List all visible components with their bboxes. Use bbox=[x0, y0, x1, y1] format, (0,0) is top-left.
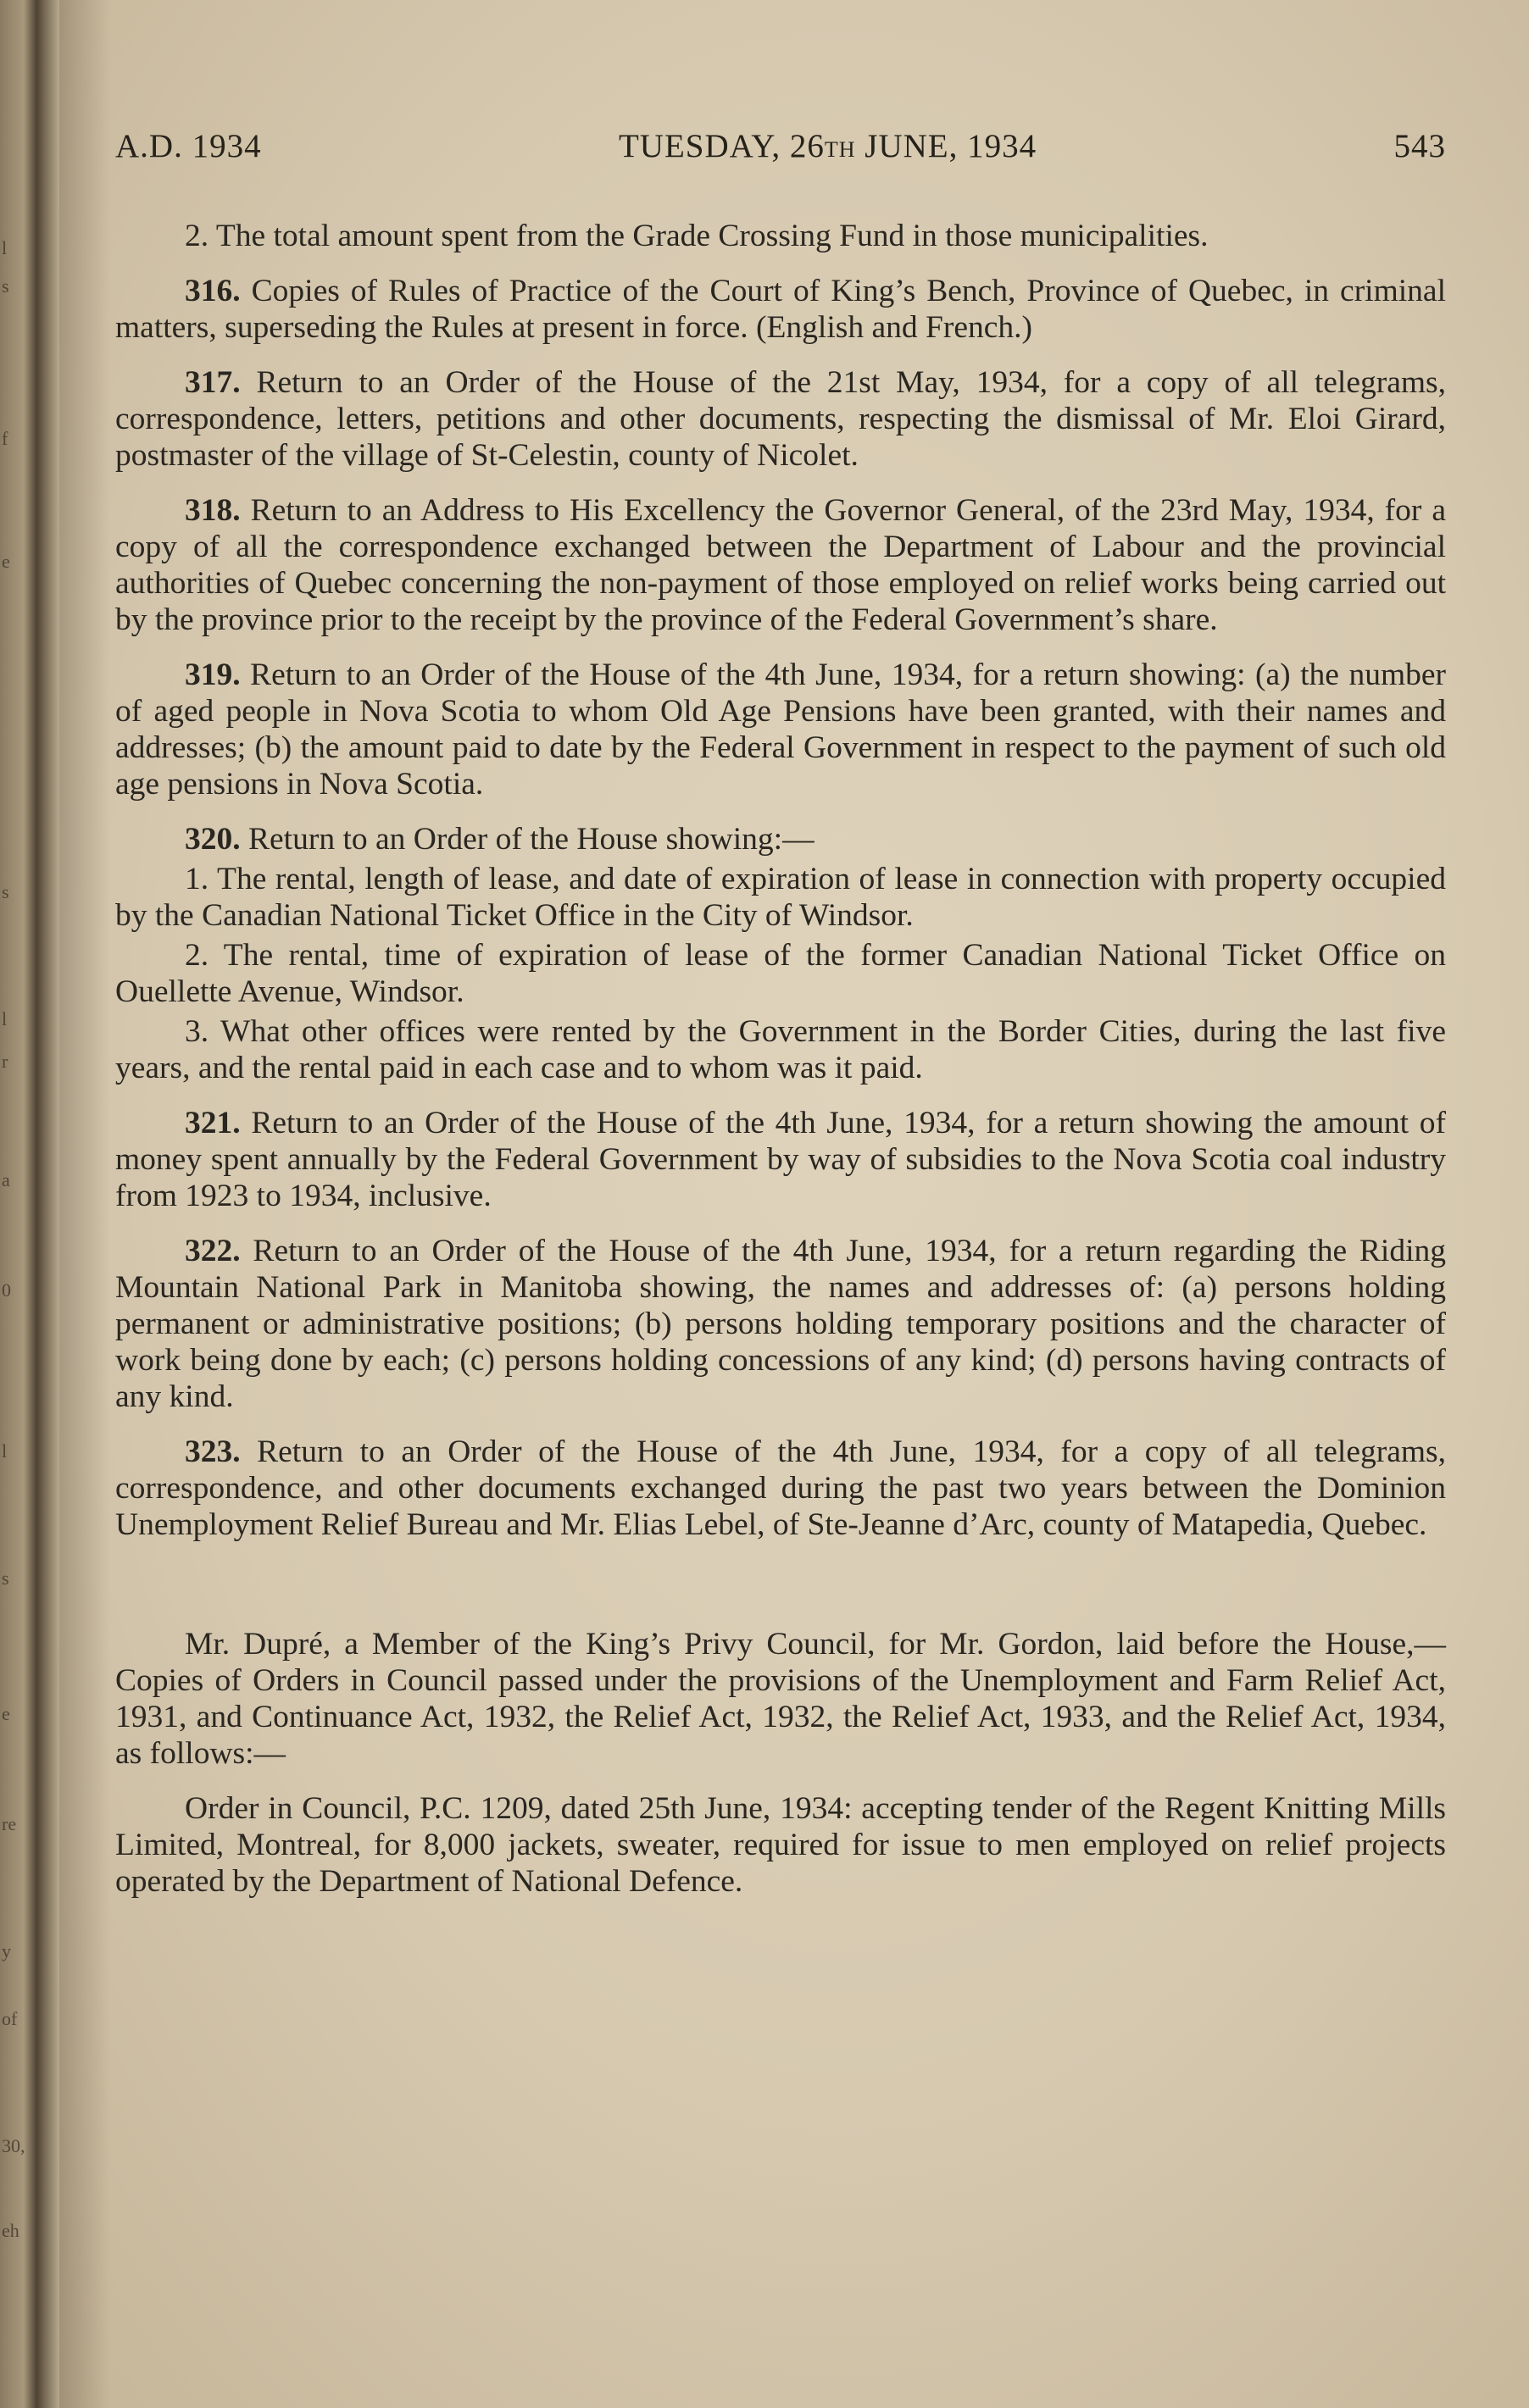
margin-fragment: f bbox=[2, 428, 8, 449]
margin-fragment: l bbox=[2, 1440, 8, 1462]
paragraph: 322. Return to an Order of the House of the 4th June, 1934, for a return regarding the Riding Mountain National Park in Manitoba showing, the names and addresses of: (a) persons holding permanent or administrative positions; (b) persons holding temporary positions and the character of work being done by each; (c) persons holding concessions of any kind; (d) persons having contracts of any kind. bbox=[115, 1234, 1446, 1414]
running-header bbox=[115, 127, 1446, 165]
margin-fragment: s bbox=[2, 1567, 9, 1589]
paragraph: 316. Copies of Rules of Practice of the Court of King’s Bench, Province of Quebec, in criminal matters, superseding the Rules at present in force. (English and French.) bbox=[115, 274, 1446, 345]
paragraph: 3. What other offices were rented by the Government in the Border Cities, during the last five years, and the rental paid in each case and to whom was it paid. bbox=[115, 1014, 1446, 1085]
margin-fragment: 30, bbox=[2, 2135, 25, 2156]
closing-paragraph: Order in Council, P.C. 1209, dated 25th June, 1934: accepting tender of the Regent Knitting Mills Limited, Montreal, for 8,000 jackets, sweater, required for issue to men employed on relief projects operated by the Department of National Defence. bbox=[115, 1791, 1446, 1899]
margin-fragment: l bbox=[2, 1008, 8, 1029]
margin-fragment: a bbox=[2, 1169, 10, 1190]
paragraph: 321. Return to an Order of the House of the 4th June, 1934, for a return showing the amount of money spent annually by the Federal Government by way of subsidies to the Nova Scotia coal industry from 1923 to 1934, inclusive. bbox=[115, 1106, 1446, 1213]
header-date: TUESDAY, 26TH JUNE, 1934 bbox=[618, 128, 1037, 164]
book-gutter bbox=[0, 0, 59, 2408]
margin-fragment: e bbox=[2, 551, 10, 572]
margin-fragment: 0 bbox=[2, 1279, 11, 1301]
margin-fragment: l bbox=[2, 237, 8, 258]
margin-fragment: s bbox=[2, 275, 9, 297]
margin-fragment: e bbox=[2, 1703, 10, 1724]
paragraph: 320. Return to an Order of the House showing:— bbox=[185, 822, 815, 857]
margin-fragment: eh bbox=[2, 2220, 19, 2241]
paragraph: 318. Return to an Address to His Excellency the Governor General, of the 23rd May, 1934, for a copy of all the correspondence exchanged between the Department of Labour and the provincial authorities of Quebec concerning the non-payment of those employed on relief works being carried out by the province prior to the receipt by the province of the Federal Government’s share. bbox=[115, 493, 1446, 637]
margin-fragment: re bbox=[2, 1813, 17, 1834]
paragraph: 1. The rental, length of lease, and date of expiration of lease in connection with property occupied by the Canadian National Ticket Office in the City of Windsor. bbox=[115, 862, 1446, 933]
margin-fragment: s bbox=[2, 881, 9, 902]
paragraph: 2. The rental, time of expiration of lease of the former Canadian National Ticket Office on Ouellette Avenue, Windsor. bbox=[115, 938, 1446, 1009]
paragraph: 317. Return to an Order of the House of the 21st May, 1934, for a copy of all telegrams, correspondence, letters, petitions and other documents, respecting the dismissal of Mr. Eloi Girard, postmaster of the village of St-Celestin, county of Nicolet. bbox=[115, 365, 1446, 473]
paragraph: 319. Return to an Order of the House of the 4th June, 1934, for a return showing: (a) the number of aged people in Nova Scotia to whom Old Age Pensions have been granted, with their names and addresses; (b) the amount paid to date by the Federal Government in respect to the payment of such old age pensions in Nova Scotia. bbox=[115, 657, 1446, 802]
header-year: A.D. 1934 bbox=[115, 128, 262, 164]
page-number: 543 bbox=[1393, 128, 1446, 164]
section-gap bbox=[115, 1562, 1446, 1626]
margin-fragment: r bbox=[2, 1051, 8, 1072]
paragraph: 2. The total amount spent from the Grade Crossing Fund in those municipalities. bbox=[185, 219, 1209, 253]
margin-fragment: y bbox=[2, 1940, 11, 1961]
gutter-shadow bbox=[59, 0, 110, 2408]
margin-fragment: of bbox=[2, 2008, 18, 2029]
closing-paragraph: Mr. Dupré, a Member of the King’s Privy Council, for Mr. Gordon, laid before the House,—Copies of Orders in Council passed under the provisions of the Unemployment and Farm Relief Act, 1931, and Continuance Act, 1932, the Relief Act, 1932, the Relief Act, 1933, and the Relief Act, 1934, as follows:— bbox=[115, 1627, 1446, 1771]
page-text bbox=[115, 127, 1446, 1918]
paragraph: 323. Return to an Order of the House of the 4th June, 1934, for a copy of all telegrams, correspondence, and other documents exchanged during the past two years between the Dominion Unemployment Relief Bureau and Mr. Elias Lebel, of Ste-Jeanne d’Arc, county of Matapedia, Quebec. bbox=[115, 1434, 1446, 1542]
